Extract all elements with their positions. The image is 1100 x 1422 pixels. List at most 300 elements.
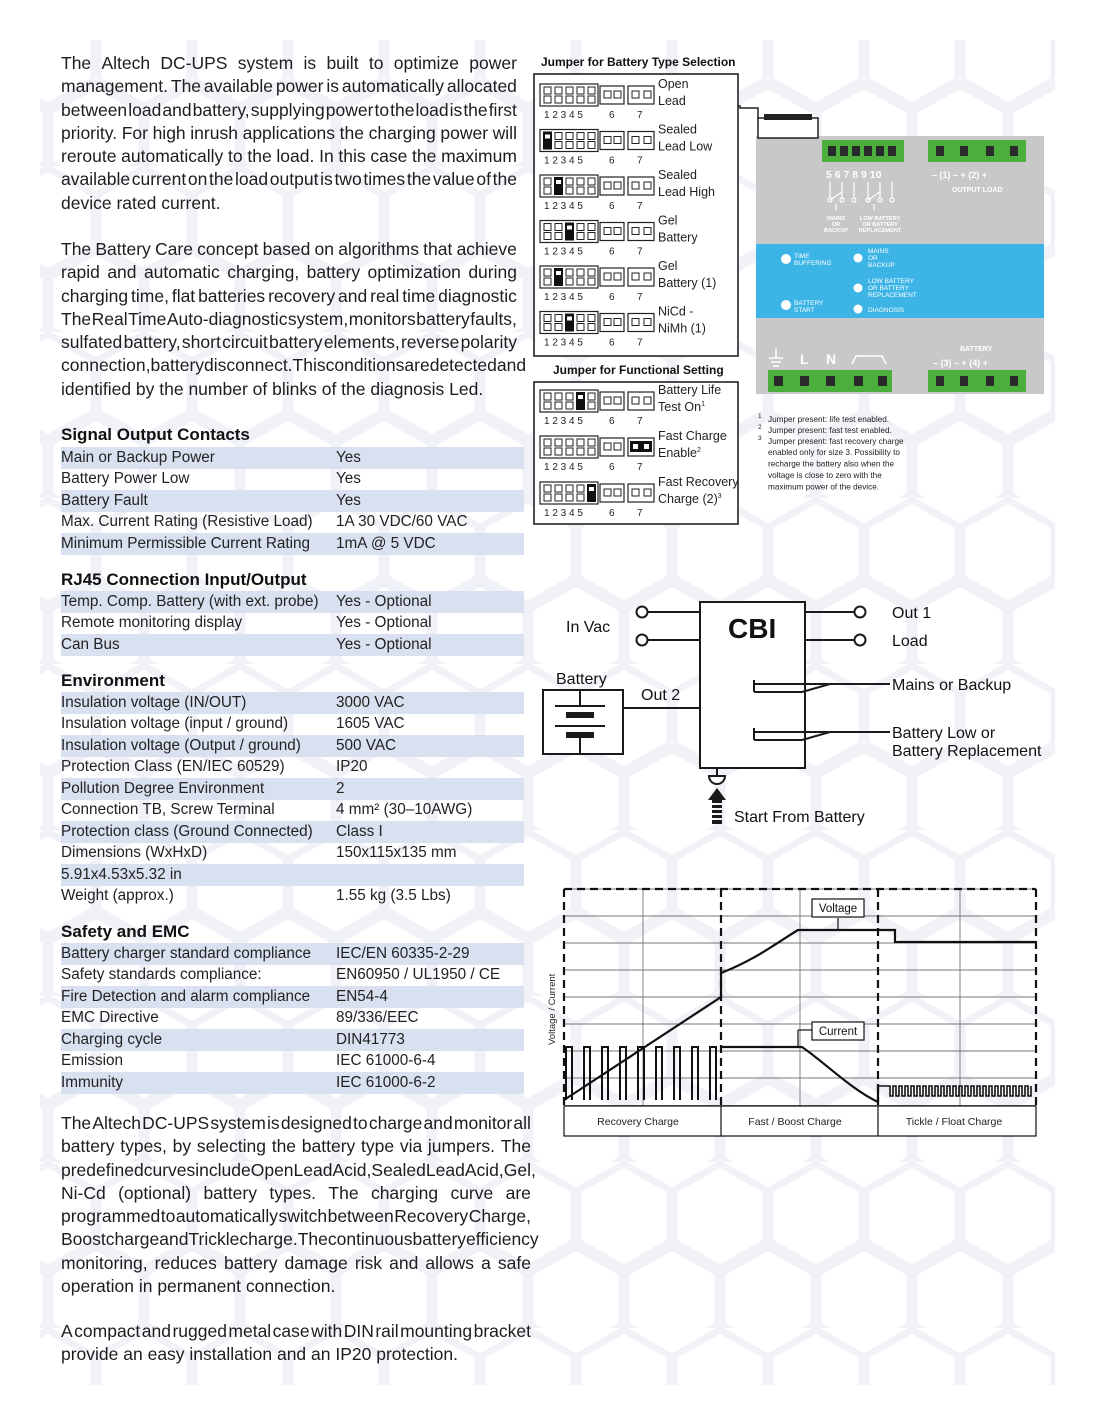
panel-text: TIME <box>794 253 810 260</box>
spec-key: Battery Fault <box>61 490 336 512</box>
word: Auto-diagnostic <box>166 308 288 329</box>
spec-value: IEC 61000-6-4 <box>336 1052 436 1070</box>
word: concept <box>197 239 259 259</box>
word: are <box>404 355 430 376</box>
low-battery-led <box>854 284 863 293</box>
word: detected <box>429 355 497 376</box>
battery-block-label: Battery <box>556 671 607 688</box>
mains-n-label: N <box>826 351 837 367</box>
jumper-cap <box>565 314 574 332</box>
word: a <box>481 1252 491 1273</box>
battery-start-led <box>781 300 791 310</box>
word: case <box>272 1321 310 1341</box>
word: load <box>235 169 269 190</box>
word: to <box>353 1113 368 1133</box>
output-load-label: OUTPUT LOAD <box>952 187 1003 194</box>
pin-number-7: 7 <box>637 292 643 303</box>
word: Ni-Cd <box>61 1182 106 1203</box>
word: to <box>374 99 390 120</box>
word: types, <box>120 1136 167 1157</box>
panel-text: OR BATTERY <box>862 222 898 228</box>
charging-paragraph <box>61 1112 539 1298</box>
word: elements, <box>323 332 400 353</box>
spec-row <box>61 800 524 822</box>
jumper-option-label-2: Battery (1) <box>658 276 717 290</box>
panel-text: OR BATTERY <box>868 285 909 292</box>
in-vac-label: In Vac <box>566 619 611 636</box>
spec-row <box>61 864 524 886</box>
panel-text: REPLACEMENT <box>858 228 902 234</box>
word: (optional) <box>118 1182 192 1203</box>
paragraph-line <box>61 122 517 145</box>
word: Lead <box>425 1159 465 1180</box>
spec-key: Fire Detection and alarm compliance <box>61 986 336 1008</box>
word: priority. <box>61 122 118 143</box>
word: battery <box>306 262 361 283</box>
word: Altech <box>101 53 151 73</box>
word: is <box>320 169 333 190</box>
phase-boost-label: Fast / Boost Charge <box>748 1116 842 1128</box>
panel-text: BACKUP <box>868 262 895 269</box>
spec-value: Yes - Optional <box>336 614 432 632</box>
footnote-text: maximum power of the device. <box>768 482 880 492</box>
word: system <box>210 1113 266 1133</box>
pin-number-6: 6 <box>609 246 615 258</box>
spec-key: EMC Directive <box>61 1009 159 1027</box>
footnote-number: 3 <box>758 435 762 442</box>
spec-value: 4 mm² (30–10AWG) <box>336 801 473 819</box>
spec-key: Main or Backup Power <box>61 447 336 469</box>
paragraph-line <box>61 1205 531 1228</box>
mains-l-label: L <box>800 351 809 367</box>
word: the <box>209 169 234 190</box>
spec-row <box>61 1072 524 1094</box>
jumper-header-cap <box>764 114 812 120</box>
spec-key: 5.91x4.53x5.32 in <box>61 864 336 886</box>
battery-care-paragraph <box>61 238 527 401</box>
spec-key: Temp. Comp. Battery (with ext. probe) <box>61 591 336 613</box>
spec-row <box>61 1029 524 1051</box>
word: load. <box>276 146 315 167</box>
jumper-option-label: Sealed <box>658 168 697 182</box>
section-title-signal-output: Signal Output Contacts <box>61 425 250 444</box>
pin-number-6: 6 <box>609 462 615 473</box>
word: The <box>61 239 92 259</box>
word: and <box>162 99 192 120</box>
spec-value: IEC/EN 60335-2-29 <box>336 943 524 965</box>
jumper-option-label-2: Charge $(2)^3$ <box>658 492 722 506</box>
footnote-marker: 2 <box>696 447 701 454</box>
word: allocated <box>446 76 517 97</box>
panel-text: BACKUP <box>824 228 848 234</box>
word: the <box>412 146 437 167</box>
word: between <box>327 1206 394 1227</box>
spec-key: Protection Class (EN/IEC 60529) <box>61 758 285 776</box>
paragraph-last-line: device rated current. <box>61 192 221 213</box>
word: type <box>361 1136 395 1157</box>
mains-or-backup-label: Mains or Backup <box>892 677 1012 694</box>
jumper-option-label-2: Battery <box>658 230 698 245</box>
spec-value: DIN41773 <box>336 1029 524 1051</box>
battery-block <box>543 690 623 754</box>
word: value <box>432 169 475 190</box>
word: with <box>311 1321 343 1341</box>
word: charging <box>370 1182 439 1203</box>
spec-row <box>61 447 524 469</box>
spec-row <box>61 735 524 757</box>
pin-number-7: 7 <box>637 246 643 258</box>
section-title-safety-emc: Safety and EMC <box>61 922 190 941</box>
word: automatically <box>175 1206 278 1227</box>
pin-numbers: 1 2 3 4 5 <box>544 508 583 519</box>
jumper-cap <box>554 268 563 286</box>
word: For <box>121 122 148 143</box>
spec-table-safety-emc <box>61 943 524 1094</box>
battery-low-label-2: Battery Replacement <box>892 743 1042 760</box>
word: reverse <box>400 332 460 353</box>
word: achieve <box>456 239 517 259</box>
word: battery <box>223 1252 278 1273</box>
jumper-option-label: Open <box>658 77 689 91</box>
word: rugged <box>172 1321 227 1341</box>
word: is <box>449 99 463 120</box>
paragraph-line <box>61 75 517 98</box>
word: monitoring, <box>61 1252 148 1273</box>
pin-numbers: 1 2 3 4 5 <box>544 416 583 427</box>
word: available <box>203 76 273 97</box>
footnote-number: 1 <box>758 413 762 420</box>
word: charge <box>368 1113 423 1133</box>
word: the <box>390 99 415 120</box>
spec-key: Insulation voltage (Output / ground) <box>61 735 336 757</box>
word: are <box>505 1182 531 1203</box>
word: diagnostic <box>438 285 517 306</box>
word: battery, <box>192 99 250 120</box>
phase-trickle-label: Tickle / Float Charge <box>905 1116 1003 1128</box>
word: time <box>402 285 436 306</box>
word: battery <box>203 1182 257 1203</box>
spec-table-environment <box>61 692 524 907</box>
word: and <box>141 1321 171 1341</box>
word: based <box>262 239 311 259</box>
word: faults, <box>470 308 517 329</box>
paragraph-line <box>61 1135 531 1158</box>
word: via <box>399 1136 423 1157</box>
spec-row <box>61 613 524 635</box>
word: output <box>269 169 319 190</box>
word: jumpers. <box>427 1136 496 1157</box>
word: compact <box>74 1321 141 1341</box>
spec-row <box>61 943 524 965</box>
spec-value: Class I <box>336 821 524 843</box>
pin-number-7: 7 <box>637 201 643 212</box>
pin-numbers: 1 2 3 4 5 <box>544 246 583 258</box>
word: Boost <box>61 1229 106 1250</box>
spec-key: Remote monitoring display <box>61 614 243 632</box>
start-button-symbol <box>709 776 725 784</box>
word: polarity <box>460 332 517 353</box>
word: reduces <box>154 1252 217 1273</box>
word: high <box>152 122 186 143</box>
spec-value: Yes <box>336 447 524 469</box>
case-paragraph <box>61 1320 531 1367</box>
spec-key: Pollution Degree Environment <box>61 778 336 800</box>
word: A <box>61 1321 73 1341</box>
paragraph-line <box>61 1252 531 1275</box>
word: efficiency <box>466 1229 539 1250</box>
word: risk <box>354 1252 383 1273</box>
panel-text: MAINS <box>826 216 846 222</box>
jumper-option-label: Gel <box>658 259 678 273</box>
spec-value: IEC 61000-6-2 <box>336 1072 524 1094</box>
word: continuous <box>327 1229 413 1250</box>
spec-row <box>61 1008 524 1030</box>
word: case <box>370 146 408 167</box>
pin-number-6: 6 <box>609 337 615 349</box>
paragraph-line <box>61 1228 539 1251</box>
jumper-cap <box>565 223 574 241</box>
word: Acid, <box>464 1159 504 1180</box>
word: include <box>195 1159 251 1180</box>
paragraph-line <box>61 168 517 191</box>
word: Battery <box>95 239 151 259</box>
pin-number-6: 6 <box>609 110 615 121</box>
panel-text: OR <box>831 222 841 228</box>
word: Altech <box>92 1113 141 1133</box>
word: inrush <box>190 122 238 143</box>
spec-key: Insulation voltage (IN/OUT) <box>61 692 336 714</box>
word: DIN <box>343 1321 374 1341</box>
word: allows <box>425 1252 475 1273</box>
time-buffering-led <box>781 254 791 264</box>
intro-paragraph <box>61 52 517 215</box>
pin-number-6: 6 <box>609 508 615 519</box>
word: battery <box>150 355 205 376</box>
paragraph-line <box>61 331 517 354</box>
jumper-cap <box>587 484 596 502</box>
jumper-cap <box>543 132 552 150</box>
jumper-option-label-2: NiMh (1) <box>658 321 706 336</box>
spec-value: 500 VAC <box>336 735 524 757</box>
jumper-option-label: Battery Life <box>658 383 722 397</box>
word: on <box>314 239 335 259</box>
word: current <box>131 169 187 190</box>
panel-text: OR <box>868 255 878 262</box>
load-label: Load <box>892 633 928 650</box>
spec-row <box>61 886 524 908</box>
word: and <box>107 262 137 283</box>
footnote-text: voltage is close to zero with the <box>768 471 882 480</box>
word: system <box>237 53 294 73</box>
word: The <box>61 53 92 73</box>
footnote-text: Jumper present: fast recovery charge <box>768 437 904 446</box>
paragraph-last-line: provide an easy installation and an IP20 protection. <box>61 1344 458 1365</box>
low-battery-small-label <box>859 216 902 234</box>
word: the <box>492 169 517 190</box>
pin-number-6: 6 <box>609 416 615 427</box>
word: battery <box>61 1136 115 1157</box>
spec-key: Weight (approx.) <box>61 887 174 905</box>
start-from-battery-label: Start From Battery <box>734 809 865 826</box>
spec-value: Yes - Optional <box>336 591 524 613</box>
word: charging, <box>227 262 300 283</box>
spec-table-signal-output <box>61 447 524 555</box>
word: Recovery <box>394 1206 469 1227</box>
word: between <box>61 99 128 120</box>
paragraph-line <box>61 145 517 168</box>
word: the <box>271 1136 297 1157</box>
spec-row <box>61 757 524 779</box>
panel-text: BUFFERING <box>794 260 832 267</box>
pin-number-7: 7 <box>637 155 643 167</box>
footnote-text: Jumper present: life test enabled. <box>768 415 890 424</box>
spec-key: Battery Power Low <box>61 470 190 488</box>
spec-row <box>61 692 524 714</box>
trickle-pulses <box>878 1086 1031 1096</box>
word: real <box>370 285 400 306</box>
jumper-option-label: Fast Recovery <box>658 475 739 489</box>
word: that <box>423 239 453 259</box>
out2-label: Out 2 <box>641 687 681 704</box>
paragraph-line <box>61 52 517 75</box>
word: two <box>334 169 362 190</box>
spec-key: Emission <box>61 1052 124 1070</box>
word: first <box>488 99 517 120</box>
pin-number-7: 7 <box>637 416 643 427</box>
word: and <box>159 1229 189 1250</box>
panel-text: LOW BATTERY <box>868 278 914 285</box>
spec-value: 2 <box>336 778 524 800</box>
spec-value: EN54-4 <box>336 986 524 1008</box>
word: circuit <box>222 332 268 353</box>
word: of <box>476 169 491 190</box>
jumper-option-label-2: Lead Low <box>658 139 713 154</box>
pin-numbers: 1 2 3 4 5 <box>544 337 583 349</box>
signal-pin-numbers: 5 6 7 8 9 10 <box>826 169 882 181</box>
word: battery, <box>123 332 181 353</box>
word: curve <box>450 1182 494 1203</box>
device-front-panel <box>756 114 1044 394</box>
spec-key: Max. Current Rating (Resistive Load) <box>61 513 313 531</box>
spec-key: Immunity <box>61 1072 336 1094</box>
paragraph-line <box>61 354 527 377</box>
battery-low-label-1: Battery Low or <box>892 725 996 742</box>
spec-row <box>61 1051 524 1073</box>
spec-row <box>61 591 524 613</box>
word: The <box>61 308 92 329</box>
spec-row <box>61 533 524 555</box>
word: charging <box>61 285 129 306</box>
word: rail <box>375 1321 399 1341</box>
word: power <box>469 53 517 73</box>
word: damage <box>284 1252 348 1273</box>
spec-value: Yes <box>336 490 524 512</box>
word: automatically <box>341 76 444 97</box>
word: reroute <box>61 146 117 167</box>
y-axis-label: Voltage / Current <box>547 973 558 1045</box>
spec-row <box>61 490 524 512</box>
spec-value: 89/336/EEC <box>336 1009 419 1027</box>
paragraph-line <box>61 238 517 261</box>
recovery-pulses <box>566 1047 716 1100</box>
jumper-cap <box>576 392 585 410</box>
word: battery <box>269 332 323 353</box>
spec-row <box>61 512 524 534</box>
word: Real <box>91 308 128 329</box>
word: this <box>338 146 366 167</box>
spec-key: Charging cycle <box>61 1029 336 1051</box>
word: to <box>228 146 243 167</box>
jumper-option-label-2: Lead High <box>658 185 715 199</box>
pin-numbers: 1 2 3 4 5 <box>544 292 583 303</box>
pin-numbers: 1 2 3 4 5 <box>544 201 583 212</box>
word: automatic <box>143 262 220 283</box>
word: automatically <box>121 146 224 167</box>
chart-grid <box>564 889 1036 1106</box>
word: to <box>160 1206 176 1227</box>
spec-key: Dimensions (WxHxD) <box>61 844 208 862</box>
phase-recovery-label: Recovery Charge <box>597 1116 679 1128</box>
pin-number-7: 7 <box>637 462 643 473</box>
paragraph-line <box>61 1112 531 1135</box>
pin-number-6: 6 <box>609 201 615 212</box>
footnote-number: 2 <box>758 424 762 431</box>
word: on <box>187 169 208 190</box>
word: charging <box>368 122 436 143</box>
spec-key: Can Bus <box>61 634 336 656</box>
paragraph-line <box>61 1159 536 1182</box>
spec-key: Battery charger standard compliance <box>61 943 336 965</box>
word: In <box>319 146 334 167</box>
jumper-option-label-2: Test On$^1$ <box>658 400 705 414</box>
spec-value: EN60950 / UL1950 / CE <box>336 966 501 984</box>
paragraph-line <box>61 285 517 308</box>
spec-row <box>61 843 524 865</box>
word: optimize <box>393 53 459 73</box>
jumper-option-label-2: Lead <box>658 94 686 108</box>
word: time, <box>131 285 169 306</box>
jumper-header-connector <box>758 118 818 138</box>
spec-value: Yes <box>336 470 361 488</box>
pin-number-7: 7 <box>637 110 643 121</box>
diagnosis-led <box>854 305 863 314</box>
word: disconnect. <box>204 355 293 376</box>
spec-value <box>336 864 524 886</box>
paragraph-last-line: operation in permanent connection. <box>61 1276 336 1297</box>
paragraph-line <box>61 1320 531 1343</box>
mains-led <box>854 254 863 263</box>
pin-numbers: 1 2 3 4 5 <box>544 110 583 121</box>
spec-value: 150x115x135 mm <box>336 844 457 862</box>
pin-number-7: 7 <box>637 508 643 519</box>
panel-text: REPLACEMENT <box>868 292 917 299</box>
word: designed <box>280 1113 352 1133</box>
word: power <box>325 99 374 120</box>
pin-number-7: 7 <box>637 337 643 349</box>
word: The <box>500 1136 531 1157</box>
jumper-option-label: Sealed <box>658 122 697 137</box>
word: charge. <box>239 1229 298 1250</box>
spec-value: 3000 VAC <box>336 692 524 714</box>
word: times <box>363 169 406 190</box>
word: and <box>389 1252 419 1273</box>
current-curve <box>721 1047 878 1102</box>
word: Time <box>128 308 167 329</box>
jumper-footnotes <box>758 413 904 492</box>
panel-text: START <box>794 307 815 314</box>
word: and <box>338 285 368 306</box>
footnote-text: Jumper present: fast test enabled. <box>768 426 892 435</box>
